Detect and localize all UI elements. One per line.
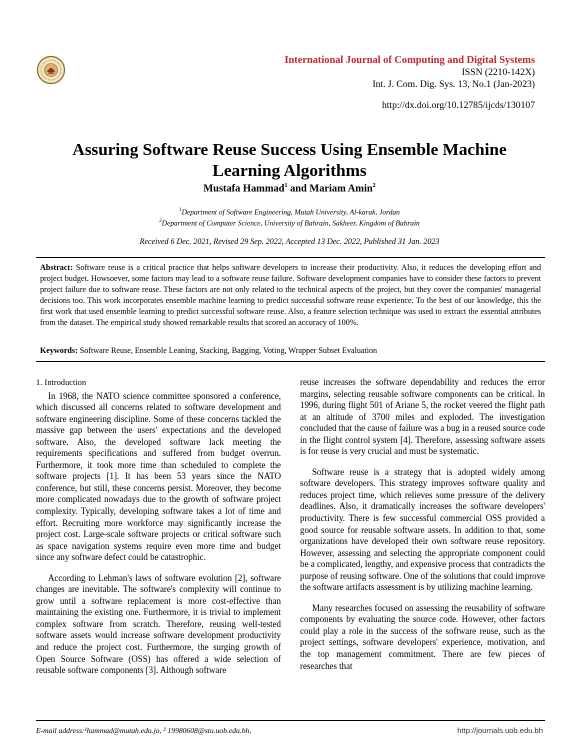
journal-header [284, 55, 535, 91]
author-2: Mariam Amin [309, 183, 373, 195]
left-column [36, 377, 281, 677]
right-paragraph-1: reuse increases the software dependability and reduces the error margins, selecting reusable software components can be critical. In 1996, during flight 501 of Ariane 5, the rocket veered the flight path at an altitude of 3700 miles and exploded. The investigation concluded that the cause of failure was a bug in a reused source code in the flight control system [4]. Therefore, assessing software assets is for reuse is very crucial and must be systematic. [300, 377, 545, 457]
left-paragraph-1: In 1968, the NATO science committee sponsored a conference, which discussed all concerns related to software development and software engineering discipline. Some of these concerns tackled the massive gap between the users' expectations and the developed software. Also, the developed software lack meeting the requirements specifications and suffered from budget overrun. Furthermore, it took more time than scheduled to complete the software projects [1]. It has been 53 years since the NATO conference, but still, these concerns persist. Moreover, they become more complicated nowadays due to the growth of software project complexity. Typically, developing software takes a lot of time and effort. Recruiting more workforce may significantly increase the project cost. Large-scale software projects or critical software such as space navigation systems require even more time and budget since any software defect could be catastrophic. [36, 390, 281, 563]
footer-rule [36, 720, 545, 721]
keywords-label: Keywords: [40, 346, 78, 355]
author-1: Mustafa Hammad [203, 183, 285, 195]
right-paragraph-3: Many researches focused on assessing the reusability of software components by evaluating the source code. However, other factors could play a role in the success of the software reuse, such as the project settings, software developers' experience, motivation, and the top management commitment. There are few pieces of researches that [300, 602, 545, 671]
right-paragraph-2: Software reuse is a strategy that is adopted widely among software developers. This strategy improves software quality and reduces project time, which relieves some pressure of the delivery deadlines. Also, it dramatically increases the software developers' productivity. There is few successful commercial OSS provided a good source for reusable software assets. In addition to that, some organizations have developed their own software reuse repository. However, assessing and selecting the appropriate component could be a complicated, lengthy, and expensive process that contradicts the purpose of reusing software. One of the solutions that could improve the software artifacts assessment is by utilizing machine learning. [300, 466, 545, 593]
section-heading: 1. Introduction [36, 378, 87, 387]
journal-citation: Int. J. Com. Dig. Sys. 13, No.1 (Jan-2023) [372, 79, 535, 90]
affiliations [0, 206, 579, 229]
affiliation-2-sup: 2 [159, 219, 162, 225]
left-paragraph-2: According to Lehman's laws of software evolution [2], software changes are inevitable. The software's complexity will continue to grow until a software replacement is more cost-effective than maintaining the existing one. Furthermore, it is trivial to implement complex software from scratch. Therefore, reusing well-tested software assets would increase software development productivity and reduce the project cost. Furthermore, the surging growth of Open Source Software (OSS) has offered a wide selection of reusable software components [3]. Although software [36, 572, 281, 676]
affiliation-2-text: Department of Computer Science, University of Bahrain, Sakheer, Kingdom of Bahrain [161, 218, 420, 228]
footer-url[interactable]: http://journals.uob.edu.bh [457, 726, 543, 735]
affiliation-1-text: Department of Software Engineering, Mutah University, Al-karak, Jordan [181, 207, 400, 217]
received-dates: Received 6 Dec. 2021, Revised 29 Sep. 2022, Accepted 13 Dec. 2022, Published 31 Jan. 2023 [139, 237, 440, 246]
author-2-sup: 2 [372, 183, 376, 189]
journal-issn: ISSN (2210-142X) [461, 67, 535, 78]
affiliation-1-sup: 1 [179, 208, 182, 213]
paper-title-line2: Learning Algorithms [212, 161, 367, 180]
author-1-sup: 1 [284, 183, 288, 189]
journal-seal-logo [36, 55, 66, 85]
keywords [40, 346, 541, 355]
paper-title [0, 139, 579, 181]
keywords-text: Software Reuse, Ensemble Leaning, Stacking, Bagging, Voting, Wrapper Subset Evaluation [79, 346, 378, 355]
right-column [300, 377, 545, 672]
affiliation-2 [0, 217, 579, 228]
footer-email[interactable]: E-mail address:¹hammad@mutah.edu.jo, ² 19980608@stu.uob.edu.bh, [36, 726, 252, 735]
abstract-label: Abstract: [40, 263, 73, 272]
abstract [40, 263, 541, 328]
authors [0, 183, 579, 194]
journal-name: International Journal of Computing and Digital Systems [284, 55, 535, 66]
paper-title-line1: Assuring Software Reuse Success Using Ensemble Machine [72, 140, 507, 159]
abstract-top-rule [36, 257, 545, 258]
abstract-text: Software reuse is a critical practice that helps software developers to increase their productivity. Also, it reduces the developing effort and project budget. Howsoever, some factors may lead to a software reuse failure. Software development companies have to consider these factors to prevent project failure due to software reuse. These factors are not only related to the technical aspects of the project, but they cover the companies' managerial decisions too. This work incorporates ensemble machine learning to predict successful software reuse experience. To the best of our knowledge, this the first work that used ensemble learning to predict successful software reuse. Also, a feature selection technique was used to extract the essential attributes from the dataset. The empirical study showed remarkable results that scored an accuracy of 100%. [40, 263, 541, 327]
affiliation-1 [0, 206, 579, 217]
abstract-bottom-rule [36, 361, 545, 362]
authors-and: and [287, 183, 310, 195]
doi-link[interactable]: http://dx.doi.org/10.12785/ijcds/130107 [381, 100, 535, 111]
